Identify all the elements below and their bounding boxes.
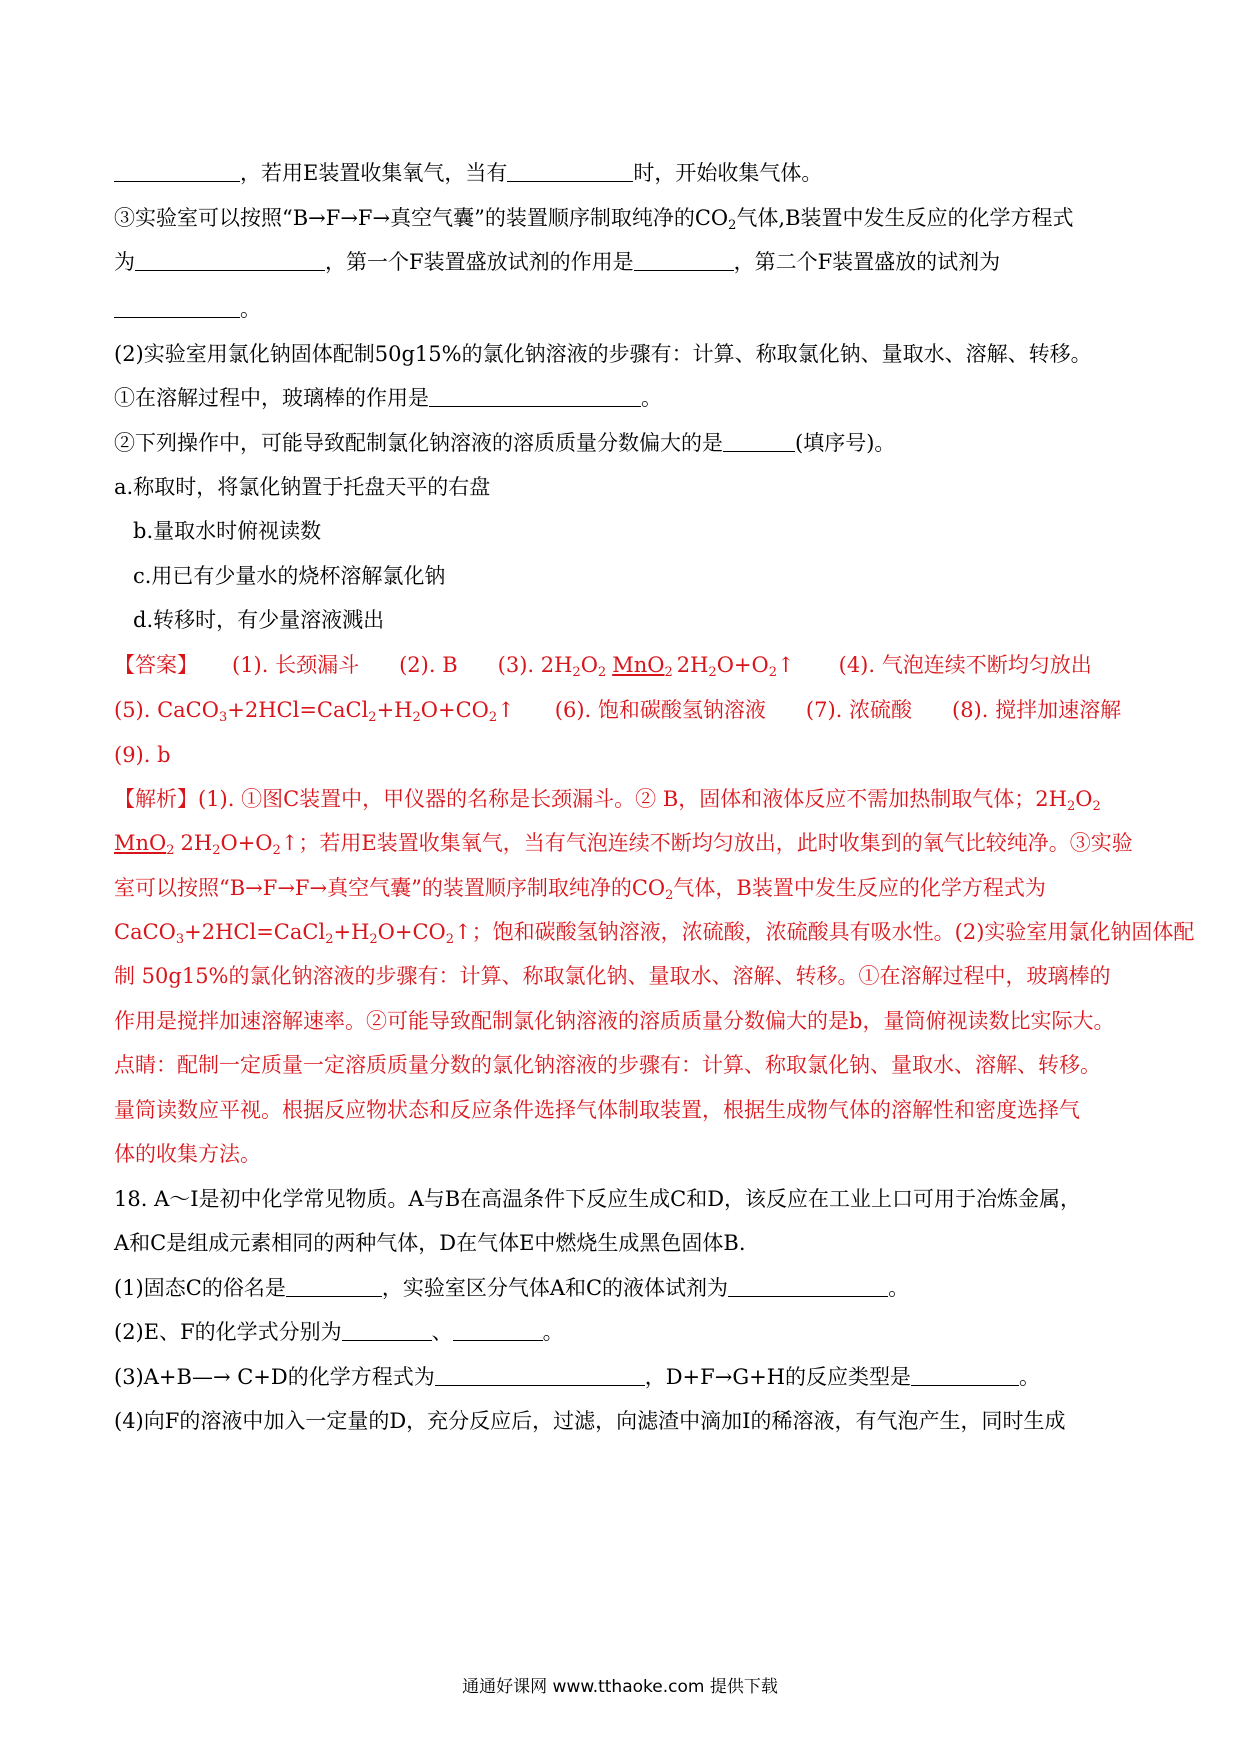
answer-blank[interactable] <box>723 429 795 452</box>
q18-sub3: (3)A+B—→ C+D的化学方程式为 ，D+F→G+H的反应类型是 。 <box>114 1365 1041 1389</box>
analysis-line-6: 作用是搅拌加速溶解速率。②可能导致配制氯化钠溶液的溶质质量分数偏大的是b，量筒俯视读数比实际大。 <box>114 1009 1115 1033</box>
q18-sub1: (1)固态C的俗名是 ，实验室区分气体A和C的液体试剂为 。 <box>114 1276 910 1300</box>
q17-part2-q1: ①在溶解过程中，玻璃棒的作用是 。 <box>114 386 662 410</box>
q17-part2-intro: (2)实验室用氯化钠固体配制50g15%的氯化钠溶液的步骤有：计算、称取氯化钠、量取水、溶解、转移。 <box>114 342 1092 366</box>
answer-line-2: (5). $CaCO_3+2HCl=CaCl_2+H_2O+CO_2↑$ (6). 饱和碳酸氢钠溶液 (7). 浓硫酸 (8). 搅拌加速溶解 <box>114 698 1122 725</box>
answer-blank[interactable] <box>342 1318 432 1341</box>
analysis-line-9: 体的收集方法。 <box>114 1142 261 1166</box>
analysis-line-4: $CaCO_3+2HCl=CaCl_2+H_2O+CO_2↑$；饱和碳酸氢钠溶液，浓硫酸，浓硫酸具有吸水性。(2)实验室用氯化钠固体配 <box>114 920 1195 947</box>
option-b: b.量取水时俯视读数 <box>133 519 322 543</box>
answer-blank[interactable] <box>634 248 734 271</box>
answer-blank[interactable] <box>114 295 240 318</box>
q18-line-2: A和C是组成元素相同的两种气体，D在气体E中燃烧生成黑色固体B. <box>114 1231 746 1255</box>
q17-line-3: 为 ，第一个F装置盛放试剂的作用是 ，第二个F装置盛放的试剂为 <box>114 250 1001 274</box>
answer-label: 【答案】 <box>114 653 198 677</box>
page-footer: 通通好课网 www.tthaoke.com 提供下载 <box>462 1677 778 1697</box>
analysis-line-7: 点睛：配制一定质量一定溶质质量分数的氯化钠溶液的步骤有：计算、称取氯化钠、量取水、溶解、转移。 <box>114 1053 1101 1077</box>
answer-blank[interactable] <box>507 159 633 182</box>
q17-line-1: ，若用E装置收集氧气，当有 时，开始收集气体。 <box>114 158 1144 188</box>
answer-blank[interactable] <box>435 1363 645 1386</box>
q18-line-1: 18. A～I是初中化学常见物质。A与B在高温条件下反应生成C和D，该反应在工业上口可用于冶炼金属， <box>114 1187 1082 1211</box>
answer-blank[interactable] <box>114 159 240 182</box>
catalyst-label: MnO$_2$ <box>612 653 673 680</box>
analysis-label: 【解析】 <box>114 787 198 811</box>
answer-line-3: (9). b <box>114 743 171 767</box>
analysis-line-8: 量筒读数应平视。根据反应物状态和反应条件选择气体制取装置，根据生成物气体的溶解性和密度选择气 <box>114 1098 1080 1122</box>
q18-sub2: (2)E、F的化学式分别为 、 。 <box>114 1320 564 1344</box>
analysis-line-1: 【解析】(1). ①图C装置中，甲仪器的名称是长颈漏斗。② B，固体和液体反应不需加热制取气体；$2H_2O_2$ <box>114 787 1101 814</box>
analysis-line-3: 室可以按照“B→F→F→真空气囊”的装置顺序制取纯净的$CO_2$气体，B装置中发生反应的化学方程式为 <box>114 876 1046 903</box>
analysis-line-5: 制 50g15%的氯化钠溶液的步骤有：计算、称取氯化钠、量取水、溶解、转移。①在溶解过程中，玻璃棒的 <box>114 964 1111 988</box>
analysis-line-2: MnO$_2$ $2H_2O+O_2↑$；若用E装置收集氧气，当有气泡连续不断均匀放出，此时收集到的氧气比较纯净。③实验 <box>114 831 1133 858</box>
answer-blank[interactable] <box>429 384 641 407</box>
answer-blank[interactable] <box>453 1318 543 1341</box>
answer-blank[interactable] <box>286 1274 382 1297</box>
answer-blank[interactable] <box>728 1274 888 1297</box>
catalyst-label: MnO$_2$ <box>114 831 175 858</box>
q17-line-4: 。 <box>114 294 1144 324</box>
answer-blank[interactable] <box>135 248 325 271</box>
option-c: c.用已有少量水的烧杯溶解氯化钠 <box>133 564 446 588</box>
q17-line-2: ③实验室可以按照“B→F→F→真空气囊”的装置顺序制取纯净的$CO_2$气体,B装置中发生反应的化学方程式 <box>114 206 1074 233</box>
answer-blank[interactable] <box>911 1363 1019 1386</box>
option-d: d.转移时，有少量溶液溅出 <box>133 608 385 632</box>
answer-line-1: 【答案】 (1). 长颈漏斗 (2). B (3). $2H_2O_2$ MnO$_2$ $2H_2O+O_2↑$ (4). 气泡连续不断均匀放出 <box>114 653 1092 680</box>
q17-part2-q2: ②下列操作中，可能导致配制氯化钠溶液的溶质质量分数偏大的是 (填序号)。 <box>114 431 896 455</box>
option-a: a.称取时，将氯化钠置于托盘天平的右盘 <box>114 475 491 499</box>
q18-sub4: (4)向F的溶液中加入一定量的D，充分反应后，过滤，向滤渣中滴加I的稀溶液，有气泡产生，同时生成 <box>114 1409 1066 1433</box>
